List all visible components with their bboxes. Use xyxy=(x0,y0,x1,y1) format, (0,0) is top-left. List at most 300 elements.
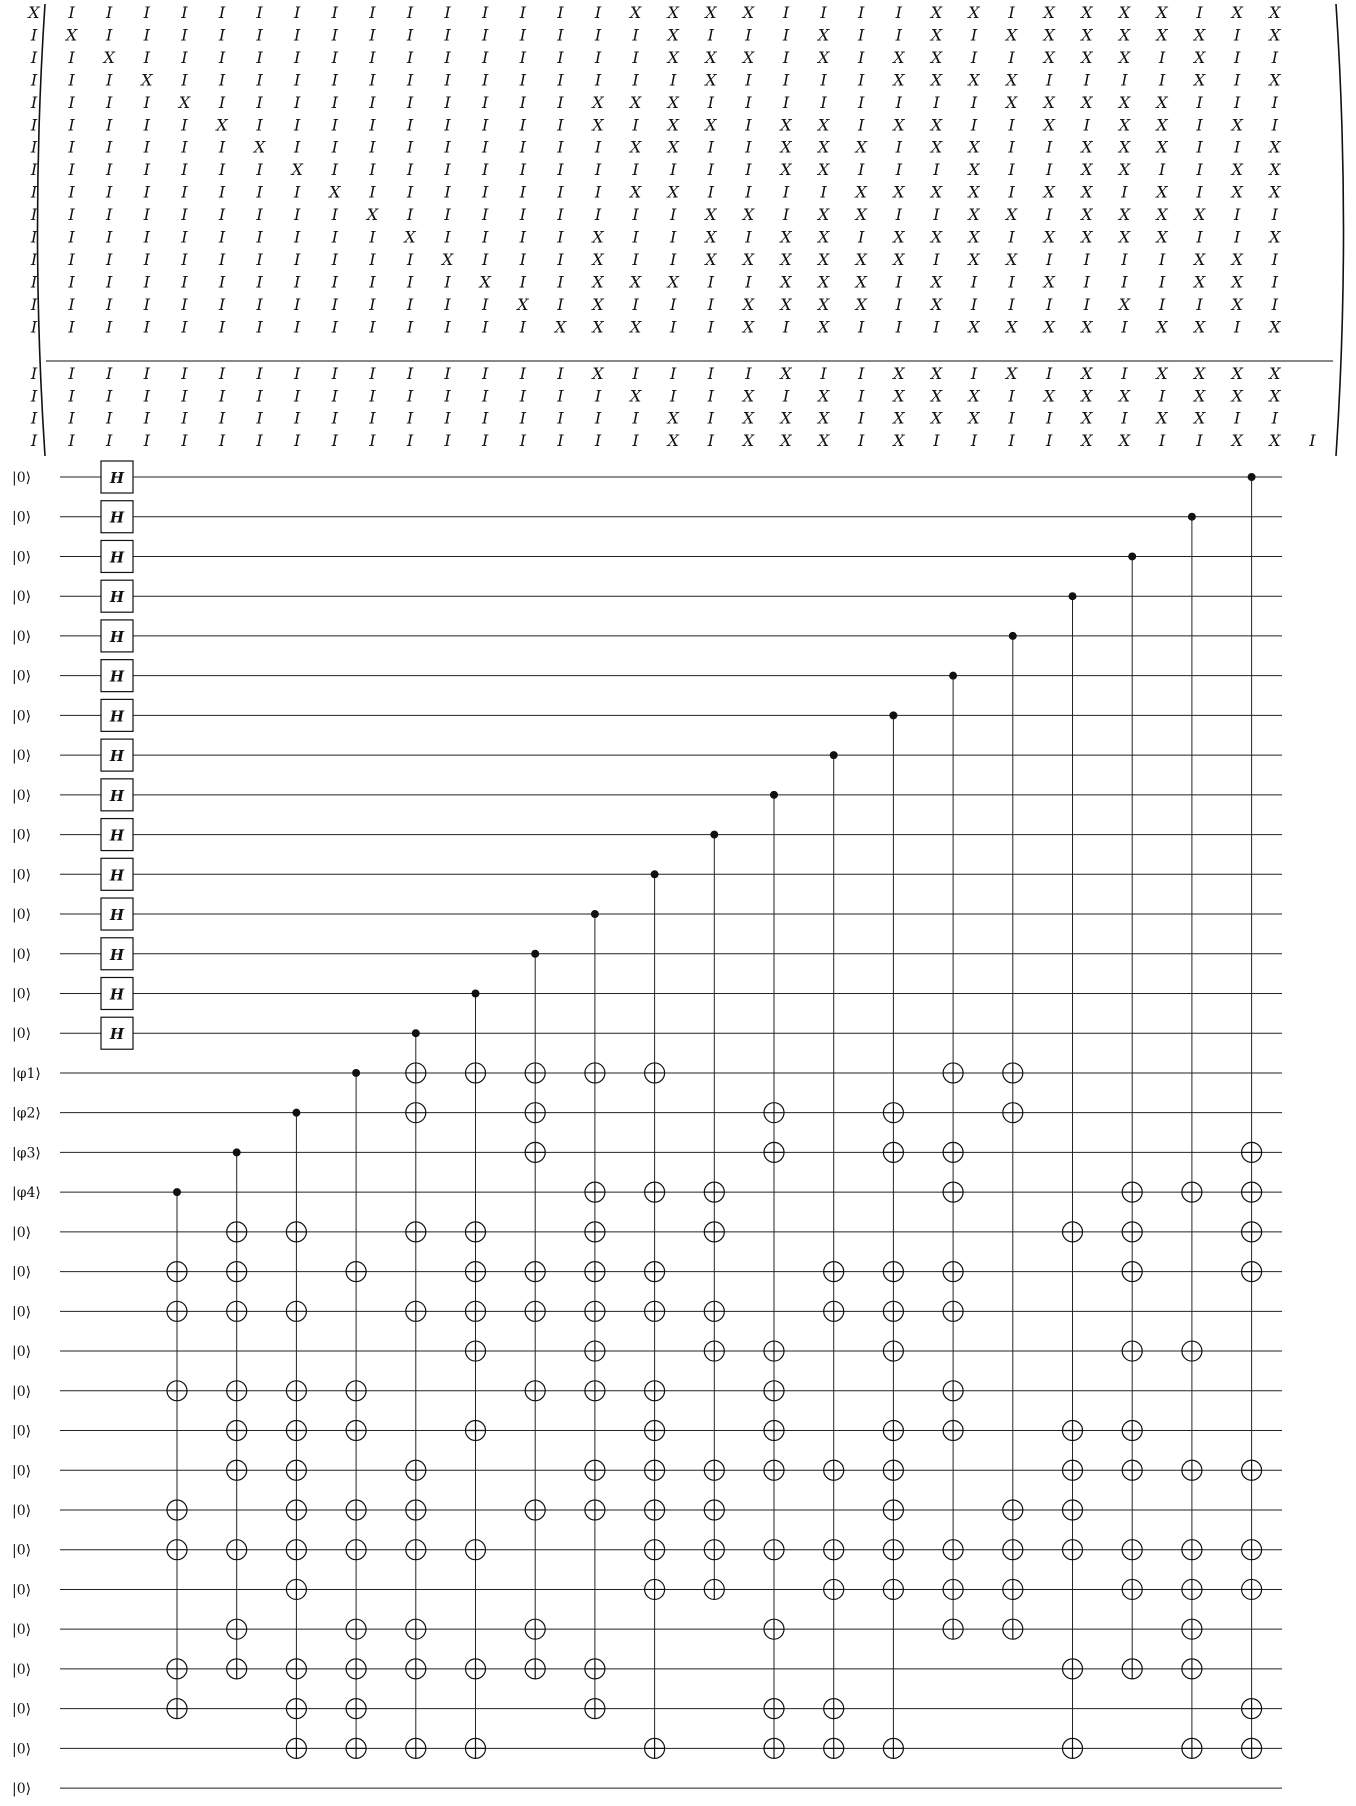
matrix-cell: I xyxy=(519,47,526,67)
matrix-cell: I xyxy=(745,70,752,90)
matrix-cell: I xyxy=(181,3,188,22)
matrix-cell: I xyxy=(1046,70,1053,90)
control-dot xyxy=(1009,632,1017,640)
matrix-cell: X xyxy=(1193,272,1206,292)
matrix-cell: I xyxy=(670,160,677,180)
matrix-cell: X xyxy=(1043,115,1055,135)
cnot-target xyxy=(1122,1222,1142,1242)
matrix-cell: I xyxy=(707,408,714,428)
matrix-cell: I xyxy=(444,92,451,112)
qubit-label: |0⟩ xyxy=(12,509,32,526)
matrix-cell: I xyxy=(1196,227,1203,247)
matrix-cell: I xyxy=(294,3,301,22)
qubit-label: |0⟩ xyxy=(12,1304,32,1321)
cnot-target xyxy=(943,1619,963,1639)
hadamard-gate xyxy=(101,461,133,493)
cnot-target xyxy=(943,1301,963,1321)
matrix-cell: I xyxy=(256,47,263,67)
cnot-target xyxy=(1003,1103,1023,1123)
matrix-cell: I xyxy=(294,137,301,157)
matrix-cell: X xyxy=(667,431,679,450)
matrix-cell: I xyxy=(1046,364,1053,383)
cnot-target xyxy=(585,1301,605,1321)
matrix-cell: I xyxy=(68,47,75,67)
matrix-cell: I xyxy=(557,137,564,157)
matrix-cell: I xyxy=(256,294,263,314)
matrix-cell: X xyxy=(1231,386,1243,406)
matrix-cell: I xyxy=(1046,431,1053,450)
matrix-cell: I xyxy=(1158,160,1166,180)
cnot-target xyxy=(943,1063,963,1083)
matrix-cell: X xyxy=(141,70,153,90)
matrix-cell: I xyxy=(594,3,602,22)
matrix-cell: I xyxy=(256,272,263,292)
cnot-target xyxy=(764,1738,784,1758)
matrix-cell: X xyxy=(1193,249,1206,269)
qubit-label: |0⟩ xyxy=(12,1701,32,1718)
matrix-cell: I xyxy=(106,115,113,135)
qubit-label: |0⟩ xyxy=(12,748,32,765)
matrix-cell: I xyxy=(331,317,338,337)
hadamard-label: H xyxy=(109,906,125,925)
cnot-target xyxy=(883,1540,903,1560)
qubit-label: |0⟩ xyxy=(12,1383,32,1400)
matrix-cell: I xyxy=(331,408,338,428)
matrix-cell: X xyxy=(629,92,642,112)
hadamard-label: H xyxy=(109,508,125,527)
matrix-cell: X xyxy=(65,25,78,45)
matrix-cell: I xyxy=(745,364,752,383)
cnot-target xyxy=(525,1262,545,1282)
cnot-target xyxy=(645,1738,665,1758)
cnot-target xyxy=(525,1063,545,1083)
cnot-target xyxy=(943,1540,963,1560)
matrix-cell: X xyxy=(592,115,604,135)
matrix-cell: X xyxy=(968,408,980,428)
matrix-cell: I xyxy=(256,249,263,269)
matrix-cell: I xyxy=(1271,47,1278,67)
matrix-cell: I xyxy=(106,92,113,112)
matrix-cell: X xyxy=(855,205,867,224)
matrix-cell: X xyxy=(1081,386,1093,406)
cnot-target xyxy=(167,1262,187,1282)
matrix-cell: I xyxy=(294,92,301,112)
matrix-cell: I xyxy=(30,47,38,67)
matrix-cell: I xyxy=(1234,317,1241,337)
matrix-cell: I xyxy=(294,317,301,337)
control-dot xyxy=(173,1188,181,1196)
hadamard-gate xyxy=(101,779,133,811)
matrix-cell: X xyxy=(629,137,642,157)
cnot-target xyxy=(1063,1500,1083,1520)
matrix-cell: I xyxy=(68,70,75,90)
matrix-cell: I xyxy=(1234,25,1241,45)
matrix-cell: I xyxy=(820,364,827,383)
matrix-cell: I xyxy=(970,364,978,383)
control-dot xyxy=(949,672,957,680)
hadamard-gate xyxy=(101,699,133,731)
control-dot xyxy=(830,751,838,759)
matrix-cell: I xyxy=(933,160,940,180)
cnot-target xyxy=(1182,1540,1202,1560)
qubit-label: |0⟩ xyxy=(12,1542,32,1559)
matrix-cell: I xyxy=(218,272,226,292)
matrix-cell: I xyxy=(858,227,865,247)
matrix-cell: I xyxy=(181,272,188,292)
matrix-cell: I xyxy=(933,431,940,450)
matrix-cell: I xyxy=(482,3,489,22)
control-dot xyxy=(770,791,778,799)
cnot-target xyxy=(286,1500,306,1520)
cnot-target xyxy=(406,1301,426,1321)
matrix-cell: X xyxy=(1193,317,1206,337)
matrix-cell: I xyxy=(745,115,752,135)
hadamard-label: H xyxy=(109,469,125,487)
matrix-cell: X xyxy=(1269,227,1281,247)
matrix-cell: I xyxy=(594,160,602,180)
matrix-cell: I xyxy=(68,3,75,22)
matrix-cell: I xyxy=(444,182,451,202)
matrix-cell: I xyxy=(256,182,263,202)
matrix-cell: I xyxy=(745,182,752,202)
matrix-cell: I xyxy=(406,249,414,269)
matrix-cell: I xyxy=(482,25,489,45)
cnot-target xyxy=(167,1381,187,1401)
matrix-cell: X xyxy=(968,386,980,406)
matrix-cell: I xyxy=(369,47,376,67)
matrix-cell: X xyxy=(592,227,604,247)
qubit-label: |0⟩ xyxy=(12,668,32,685)
matrix-cell: I xyxy=(1234,70,1241,90)
matrix-cell: I xyxy=(68,408,75,428)
matrix-cell: X xyxy=(968,317,980,337)
qubit-label: |0⟩ xyxy=(12,1344,32,1361)
matrix-cell: I xyxy=(444,47,451,67)
matrix-cell: I xyxy=(707,272,714,292)
matrix-cell: X xyxy=(1193,408,1206,428)
matrix-cell: I xyxy=(444,137,451,157)
matrix-cell: I xyxy=(670,227,677,247)
matrix-cell: I xyxy=(1083,70,1090,90)
matrix-cell: I xyxy=(1158,47,1166,67)
pauli-matrix xyxy=(26,3,1343,456)
matrix-cell: X xyxy=(1269,386,1281,406)
cnot-target xyxy=(406,1540,426,1560)
matrix-cell: X xyxy=(705,249,717,269)
matrix-cell: I xyxy=(30,137,38,157)
cnot-target xyxy=(227,1460,247,1480)
matrix-cell: I xyxy=(557,92,564,112)
matrix-cell: X xyxy=(592,272,604,292)
cnot-target xyxy=(943,1142,963,1162)
matrix-cell: I xyxy=(782,92,790,112)
matrix-cell: I xyxy=(557,272,564,292)
qubit-label: |0⟩ xyxy=(12,907,32,924)
hadamard-label: H xyxy=(109,866,125,885)
cnot-target xyxy=(227,1540,247,1560)
matrix-cell: I xyxy=(482,386,489,406)
qubit-label: |0⟩ xyxy=(12,1741,32,1758)
matrix-cell: X xyxy=(817,47,830,67)
matrix-cell: X xyxy=(855,272,867,292)
matrix-cell: X xyxy=(1005,92,1018,112)
matrix-cell: X xyxy=(780,431,792,450)
cnot-target xyxy=(167,1301,187,1321)
matrix-cell: I xyxy=(143,317,150,337)
qubit-label: |0⟩ xyxy=(12,1622,32,1639)
matrix-cell: I xyxy=(1046,249,1053,269)
cnot-target xyxy=(466,1659,486,1679)
matrix-cell: I xyxy=(707,137,714,157)
matrix-cell: I xyxy=(895,294,902,314)
matrix-cell: I xyxy=(782,317,790,337)
matrix-cell: X xyxy=(667,47,679,67)
matrix-cell: I xyxy=(557,160,564,180)
matrix-cell: I xyxy=(256,92,263,112)
matrix-cell: X xyxy=(705,227,717,247)
matrix-cell: I xyxy=(632,227,639,247)
control-dot xyxy=(292,1109,300,1117)
cnot-target xyxy=(525,1301,545,1321)
cnot-target xyxy=(525,1103,545,1123)
cnot-target xyxy=(1122,1659,1142,1679)
matrix-cell: I xyxy=(369,182,376,202)
hadamard-label: H xyxy=(109,826,125,845)
qubit-label: |0⟩ xyxy=(12,827,32,844)
control-dot xyxy=(710,831,718,839)
cnot-target xyxy=(824,1460,844,1480)
matrix-cell: X xyxy=(1269,364,1281,383)
matrix-cell: X xyxy=(930,182,943,202)
matrix-cell: I xyxy=(1121,70,1128,90)
matrix-cell: I xyxy=(482,160,489,180)
matrix-cell: I xyxy=(820,70,827,90)
matrix-cell: I xyxy=(482,364,489,383)
matrix-cell: X xyxy=(1043,272,1055,292)
matrix-cell: X xyxy=(817,160,830,180)
cnot-target xyxy=(1242,1182,1262,1202)
matrix-cell: X xyxy=(554,317,567,337)
hadamard-label: H xyxy=(109,707,125,726)
matrix-cell: I xyxy=(858,115,865,135)
matrix-cell: I xyxy=(406,70,414,90)
matrix-cell: X xyxy=(1118,386,1131,406)
matrix-cell: I xyxy=(68,294,75,314)
matrix-cell: X xyxy=(930,386,943,406)
cnot-target xyxy=(227,1262,247,1282)
matrix-cell: I xyxy=(482,408,489,428)
control-dot xyxy=(1188,513,1196,521)
matrix-cell: I xyxy=(106,25,113,45)
matrix-cell: I xyxy=(1046,137,1053,157)
cnot-target xyxy=(1122,1262,1142,1282)
matrix-cell: I xyxy=(218,408,226,428)
matrix-cell: X xyxy=(1269,431,1281,450)
cnot-target xyxy=(883,1500,903,1520)
matrix-cell: I xyxy=(218,182,226,202)
matrix-cell: I xyxy=(858,317,865,337)
cnot-target xyxy=(883,1460,903,1480)
matrix-cell: I xyxy=(294,227,301,247)
matrix-cell: X xyxy=(817,272,830,292)
matrix-cell: X xyxy=(1081,182,1093,202)
matrix-cell: I xyxy=(68,272,75,292)
matrix-right-paren xyxy=(1336,4,1344,456)
qubit-label: |0⟩ xyxy=(12,1502,32,1519)
matrix-cell: I xyxy=(1234,47,1241,67)
matrix-cell: X xyxy=(629,272,642,292)
matrix-cell: I xyxy=(858,408,865,428)
cnot-target xyxy=(1063,1540,1083,1560)
matrix-cell: I xyxy=(406,137,414,157)
cnot-target xyxy=(286,1579,306,1599)
matrix-cell: I xyxy=(294,115,301,135)
matrix-cell: I xyxy=(143,294,150,314)
matrix-cell: I xyxy=(482,317,489,337)
cnot-target xyxy=(1003,1579,1023,1599)
matrix-cell: I xyxy=(444,227,451,247)
matrix-cell: X xyxy=(968,227,980,247)
matrix-cell: X xyxy=(592,317,604,337)
matrix-cell: I xyxy=(482,205,489,224)
matrix-cell: I xyxy=(444,386,451,406)
matrix-cell: I xyxy=(68,115,75,135)
matrix-cell: I xyxy=(181,137,188,157)
matrix-cell: X xyxy=(1081,317,1093,337)
cnot-target xyxy=(406,1738,426,1758)
matrix-cell: X xyxy=(1156,3,1168,22)
cnot-target xyxy=(1242,1738,1262,1758)
matrix-cell: I xyxy=(106,317,113,337)
matrix-cell: I xyxy=(30,25,38,45)
matrix-cell: X xyxy=(1118,47,1131,67)
matrix-cell: I xyxy=(406,294,414,314)
cnot-target xyxy=(286,1381,306,1401)
matrix-cell: X xyxy=(1193,25,1206,45)
cnot-target xyxy=(525,1500,545,1520)
matrix-cell: I xyxy=(670,205,677,224)
cnot-target xyxy=(883,1301,903,1321)
matrix-cell: I xyxy=(106,227,113,247)
matrix-cell: I xyxy=(30,249,38,269)
matrix-cell: I xyxy=(68,227,75,247)
matrix-cell: I xyxy=(858,3,865,22)
matrix-cell: I xyxy=(670,317,677,337)
matrix-cell: I xyxy=(594,137,602,157)
cnot-target xyxy=(764,1381,784,1401)
matrix-cell: I xyxy=(331,227,338,247)
matrix-cell: I xyxy=(858,160,865,180)
cnot-target xyxy=(764,1421,784,1441)
cnot-target xyxy=(943,1579,963,1599)
matrix-cell: X xyxy=(1118,137,1131,157)
cnot-target xyxy=(645,1301,665,1321)
cnot-target xyxy=(1063,1460,1083,1480)
matrix-cell: I xyxy=(895,272,902,292)
matrix-cell: I xyxy=(444,3,451,22)
hadamard-gate xyxy=(101,540,133,572)
matrix-cell: I xyxy=(858,70,865,90)
matrix-cell: I xyxy=(106,137,113,157)
hadamard-gate xyxy=(101,819,133,851)
cnot-target xyxy=(1003,1500,1023,1520)
matrix-cell: I xyxy=(970,431,978,450)
matrix-cell: I xyxy=(482,115,489,135)
cnot-target xyxy=(466,1222,486,1242)
matrix-cell: I xyxy=(707,317,714,337)
matrix-cell: I xyxy=(369,70,376,90)
matrix-cell: X xyxy=(592,364,604,383)
cnot-target xyxy=(1122,1182,1142,1202)
matrix-cell: I xyxy=(1196,92,1203,112)
matrix-cell: I xyxy=(369,408,376,428)
matrix-cell: I xyxy=(782,205,790,224)
matrix-cell: I xyxy=(782,182,790,202)
cnot-target xyxy=(1063,1738,1083,1758)
matrix-cell: I xyxy=(256,205,263,224)
matrix-cell: X xyxy=(329,182,341,202)
matrix-cell: I xyxy=(181,227,188,247)
cnot-target xyxy=(466,1540,486,1560)
matrix-cell: X xyxy=(780,227,792,247)
matrix-cell: I xyxy=(256,364,263,383)
matrix-cell: I xyxy=(106,160,113,180)
matrix-cell: I xyxy=(181,205,188,224)
matrix-cell: I xyxy=(594,182,602,202)
matrix-cell: I xyxy=(30,431,38,450)
matrix-cell: I xyxy=(68,386,75,406)
matrix-cell: X xyxy=(780,272,792,292)
matrix-cell: I xyxy=(1008,272,1015,292)
matrix-cell: I xyxy=(1271,249,1278,269)
matrix-cell: I xyxy=(594,431,602,450)
matrix-cell: I xyxy=(331,160,338,180)
matrix-cell: X xyxy=(1156,317,1168,337)
cnot-target xyxy=(1182,1460,1202,1480)
matrix-cell: I xyxy=(895,160,902,180)
matrix-cell: I xyxy=(218,137,226,157)
matrix-cell: I xyxy=(782,25,790,45)
matrix-cell: I xyxy=(444,115,451,135)
matrix-cell: X xyxy=(855,137,867,157)
matrix-cell: X xyxy=(968,137,980,157)
cnot-target xyxy=(167,1540,187,1560)
matrix-cell: I xyxy=(594,205,602,224)
matrix-cell: I xyxy=(519,249,526,269)
matrix-cell: X xyxy=(930,115,943,135)
matrix-cell: X xyxy=(1118,160,1131,180)
cnot-target xyxy=(1242,1142,1262,1162)
cnot-target xyxy=(346,1421,366,1441)
matrix-cell: I xyxy=(632,115,639,135)
matrix-cell: X xyxy=(1231,431,1243,450)
matrix-cell: I xyxy=(594,408,602,428)
qubit-label: |0⟩ xyxy=(12,1582,32,1599)
matrix-cell: X xyxy=(705,115,717,135)
matrix-cell: I xyxy=(1008,294,1015,314)
matrix-cell: I xyxy=(406,364,414,383)
cnot-target xyxy=(1242,1262,1262,1282)
matrix-cell: X xyxy=(893,249,905,269)
cnot-target xyxy=(1003,1540,1023,1560)
cnot-target xyxy=(466,1063,486,1083)
matrix-cell: I xyxy=(1234,205,1241,224)
matrix-cell: I xyxy=(181,364,188,383)
matrix-cell: X xyxy=(253,137,266,157)
matrix-cell: X xyxy=(817,115,830,135)
cnot-target xyxy=(286,1421,306,1441)
matrix-cell: I xyxy=(1234,137,1241,157)
